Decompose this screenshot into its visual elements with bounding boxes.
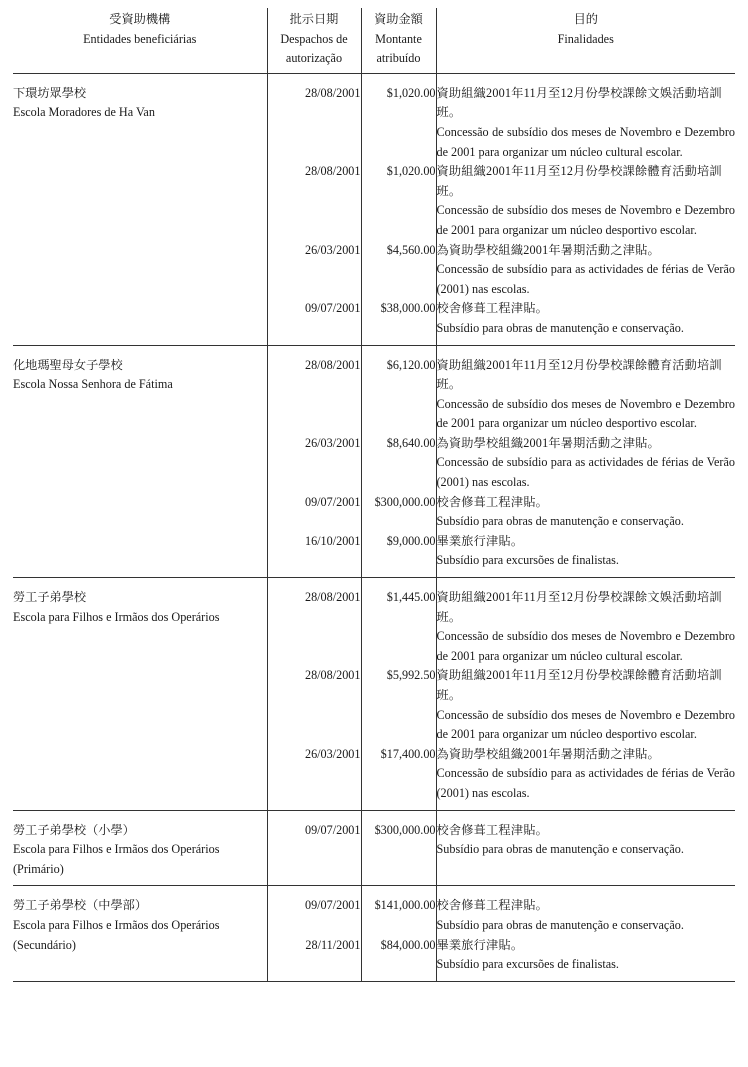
date-cell: 26/03/2001 [267, 434, 361, 493]
purpose-zh: 資助組織2001年11月至12月份學校課餘體育活動培訓班。 [436, 357, 722, 392]
spacer-cell [13, 345, 267, 356]
header-purpose: 目的 Finalidades [436, 8, 735, 73]
grants-table [13, 8, 735, 982]
spacer-cell [436, 886, 735, 897]
entity-name-zh: 化地瑪聖母女子學校 [13, 357, 123, 372]
purpose-zh: 資助組織2001年11月至12月份學校課餘體育活動培訓班。 [436, 668, 722, 702]
entity-name-pt: Escola para Filhos e Irmãos dos Operários (Primário) [13, 842, 220, 876]
entity-name-zh: 下環坊眾學校 [13, 85, 87, 100]
purpose-zh: 為資助學校組織2001年暑期活動之津貼。 [436, 242, 660, 257]
purpose-cell [436, 666, 735, 744]
entity-name-zh: 勞工子弟學校（小學） [13, 822, 135, 837]
amount-cell: $6,120.00 [361, 356, 436, 434]
grant-row [13, 356, 735, 434]
date-cell: 28/08/2001 [267, 84, 361, 162]
purpose-cell [436, 821, 735, 886]
spacer-cell [436, 73, 735, 84]
spacer-cell [361, 886, 436, 897]
amount-cell: $300,000.00 [361, 821, 436, 886]
header-row [13, 8, 735, 73]
purpose-cell [436, 588, 735, 666]
header-amount: 資助金額 Montante atribuído [361, 8, 436, 73]
date-cell: 28/08/2001 [267, 162, 361, 240]
purpose-cell [436, 532, 735, 578]
purpose-pt: Concessão de subsídio dos meses de Novembro e Dezembro de 2001 para organizar um núcleo desportivo escolar. [436, 707, 735, 742]
purpose-zh: 校舍修葺工程津貼。 [436, 301, 548, 316]
date-cell: 28/08/2001 [267, 666, 361, 744]
purpose-pt: Subsídio para obras de manutenção e conservação. [436, 917, 684, 932]
entity-cell [13, 356, 267, 578]
date-cell: 28/11/2001 [267, 936, 361, 982]
purpose-cell [436, 299, 735, 345]
purpose-zh: 校舍修葺工程津貼。 [436, 822, 548, 837]
group-spacer [13, 886, 735, 897]
date-cell: 09/07/2001 [267, 821, 361, 886]
purpose-cell [436, 356, 735, 434]
date-cell: 09/07/2001 [267, 299, 361, 345]
grant-row [13, 588, 735, 666]
purpose-cell [436, 162, 735, 240]
entity-name-zh: 勞工子弟學校（中學部） [13, 898, 148, 913]
entity-name-pt: Escola para Filhos e Irmãos dos Operários (Secundário) [13, 917, 220, 952]
grants-body [13, 73, 735, 981]
purpose-zh: 資助組織2001年11月至12月份學校課餘文娛活動培訓班。 [436, 590, 722, 624]
date-cell: 16/10/2001 [267, 532, 361, 578]
date-cell: 09/07/2001 [267, 896, 361, 935]
date-cell: 26/03/2001 [267, 745, 361, 810]
purpose-pt: Concessão de subsídio dos meses de Novembro e Dezembro de 2001 para organizar um núcleo desportivo escolar. [436, 203, 735, 237]
spacer-cell [267, 73, 361, 84]
group-spacer [13, 578, 735, 589]
purpose-cell [436, 493, 735, 532]
date-cell: 26/03/2001 [267, 241, 361, 300]
purpose-cell [436, 84, 735, 162]
spacer-cell [13, 73, 267, 84]
purpose-pt: Subsídio para obras de manutenção e conservação. [436, 514, 684, 529]
purpose-pt: Subsídio para obras de manutenção e conservação. [436, 320, 684, 335]
amount-cell: $1,020.00 [361, 162, 436, 240]
purpose-pt: Subsídio para excursões de finalistas. [436, 957, 619, 972]
spacer-cell [361, 578, 436, 589]
spacer-cell [13, 578, 267, 589]
purpose-zh: 資助組織2001年11月至12月份學校課餘文娛活動培訓班。 [436, 85, 722, 120]
purpose-pt: Subsídio para excursões de finalistas. [436, 553, 619, 568]
grant-row [13, 84, 735, 162]
entity-cell [13, 821, 267, 886]
amount-cell: $1,445.00 [361, 588, 436, 666]
spacer-cell [267, 345, 361, 356]
entity-name-pt: Escola para Filhos e Irmãos dos Operários [13, 609, 220, 624]
amount-cell: $17,400.00 [361, 745, 436, 810]
entity-cell [13, 588, 267, 810]
spacer-cell [267, 886, 361, 897]
group-spacer [13, 810, 735, 821]
purpose-zh: 校舍修葺工程津貼。 [436, 898, 548, 913]
spacer-cell [13, 810, 267, 821]
header-entity: 受資助機構 Entidades beneficiárias [13, 8, 267, 73]
purpose-pt: Concessão de subsídio para as actividades de férias de Verão (2001) nas escolas. [436, 766, 735, 800]
purpose-pt: Concessão de subsídio para as actividades de férias de Verão (2001) nas escolas. [436, 455, 735, 490]
purpose-pt: Concessão de subsídio dos meses de Novembro e Dezembro de 2001 para organizar um núcleo cultural escolar. [436, 124, 735, 159]
entity-cell [13, 896, 267, 981]
date-cell: 28/08/2001 [267, 588, 361, 666]
purpose-pt: Concessão de subsídio dos meses de Novembro e Dezembro de 2001 para organizar um núcleo cultural escolar. [436, 629, 735, 663]
spacer-cell [13, 886, 267, 897]
purpose-zh: 畢業旅行津貼。 [436, 533, 524, 548]
purpose-zh: 為資助學校組織2001年暑期活動之津貼。 [436, 746, 660, 761]
amount-cell: $300,000.00 [361, 493, 436, 532]
spacer-cell [361, 73, 436, 84]
purpose-pt: Subsídio para obras de manutenção e conservação. [436, 842, 684, 857]
spacer-cell [436, 810, 735, 821]
purpose-pt: Concessão de subsídio para as actividades de férias de Verão (2001) nas escolas. [436, 262, 735, 296]
entity-name-zh: 勞工子弟學校 [13, 590, 87, 605]
purpose-pt: Concessão de subsídio dos meses de Novembro e Dezembro de 2001 para organizar um núcleo desportivo escolar. [436, 396, 735, 431]
date-cell: 09/07/2001 [267, 493, 361, 532]
spacer-cell [267, 578, 361, 589]
purpose-cell [436, 896, 735, 935]
amount-cell: $141,000.00 [361, 896, 436, 935]
date-cell: 28/08/2001 [267, 356, 361, 434]
spacer-cell [267, 810, 361, 821]
purpose-zh: 畢業旅行津貼。 [436, 937, 524, 952]
group-spacer [13, 345, 735, 356]
entity-name-pt: Escola Nossa Senhora de Fátima [13, 377, 173, 392]
amount-cell: $84,000.00 [361, 936, 436, 982]
amount-cell: $1,020.00 [361, 84, 436, 162]
header-date: 批示日期 Despachos de autorização [267, 8, 361, 73]
purpose-zh: 校舍修葺工程津貼。 [436, 494, 548, 509]
purpose-cell [436, 936, 735, 982]
amount-cell: $9,000.00 [361, 532, 436, 578]
spacer-cell [436, 578, 735, 589]
entity-cell [13, 84, 267, 345]
spacer-cell [361, 345, 436, 356]
spacer-cell [436, 345, 735, 356]
grant-row [13, 896, 735, 935]
group-spacer [13, 73, 735, 84]
amount-cell: $4,560.00 [361, 241, 436, 300]
purpose-cell [436, 241, 735, 300]
purpose-zh: 為資助學校組織2001年暑期活動之津貼。 [436, 435, 660, 450]
spacer-cell [361, 810, 436, 821]
amount-cell: $8,640.00 [361, 434, 436, 493]
grant-row [13, 821, 735, 886]
purpose-zh: 資助組織2001年11月至12月份學校課餘體育活動培訓班。 [436, 164, 722, 198]
purpose-cell [436, 434, 735, 493]
amount-cell: $38,000.00 [361, 299, 436, 345]
amount-cell: $5,992.50 [361, 666, 436, 744]
purpose-cell [436, 745, 735, 810]
entity-name-pt: Escola Moradores de Ha Van [13, 105, 155, 120]
